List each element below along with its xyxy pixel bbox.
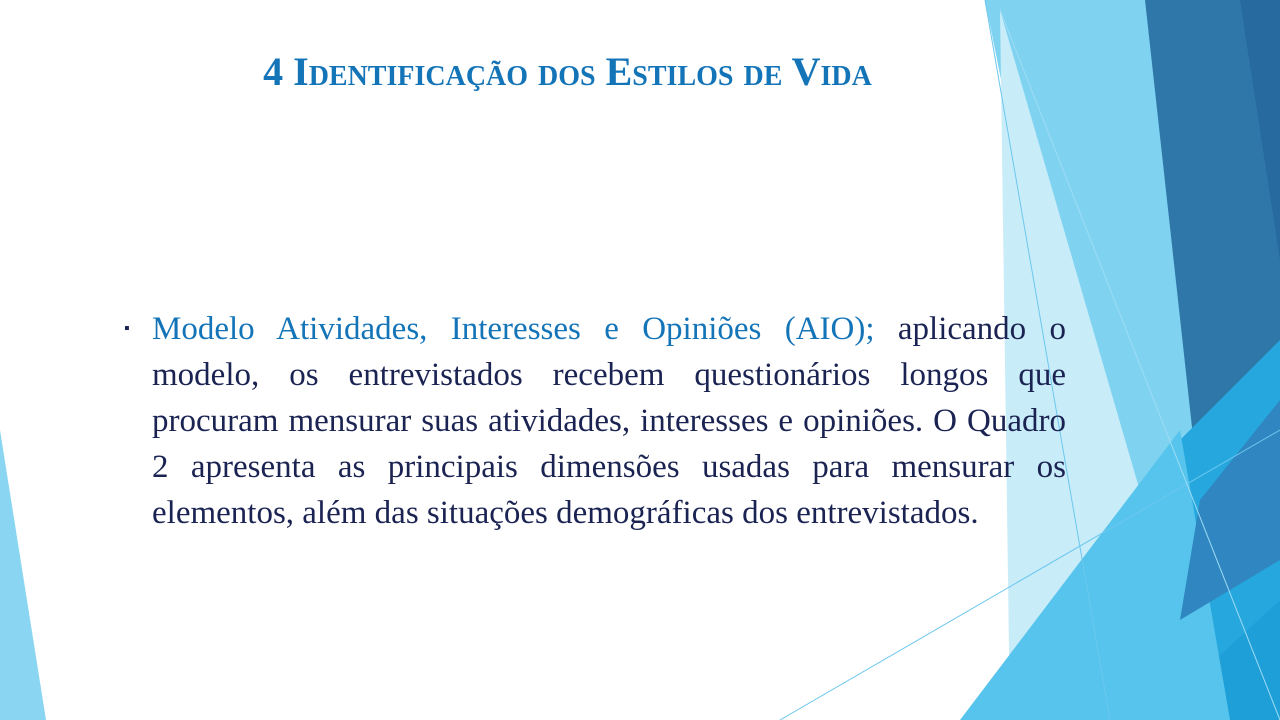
model-name-highlight: Modelo Atividades, Interesses e Opiniões (AIO); <box>152 311 875 347</box>
bullet-text: aplicando o modelo, os entrevistados recebem questionários longos que procuram mensurar suas atividades, interesses e opiniões. O Quadro 2 apresenta as principais dimensões usadas para mensurar os elementos, além das situações demográficas dos entrevistados. <box>152 311 1067 531</box>
slide-body <box>124 306 1066 536</box>
bullet-square-icon: ▪ <box>124 320 130 337</box>
left-facet <box>0 430 46 720</box>
bullet-item <box>124 306 1066 536</box>
slide-title: 4 Identificação dos Estilos de Vida <box>263 49 872 94</box>
